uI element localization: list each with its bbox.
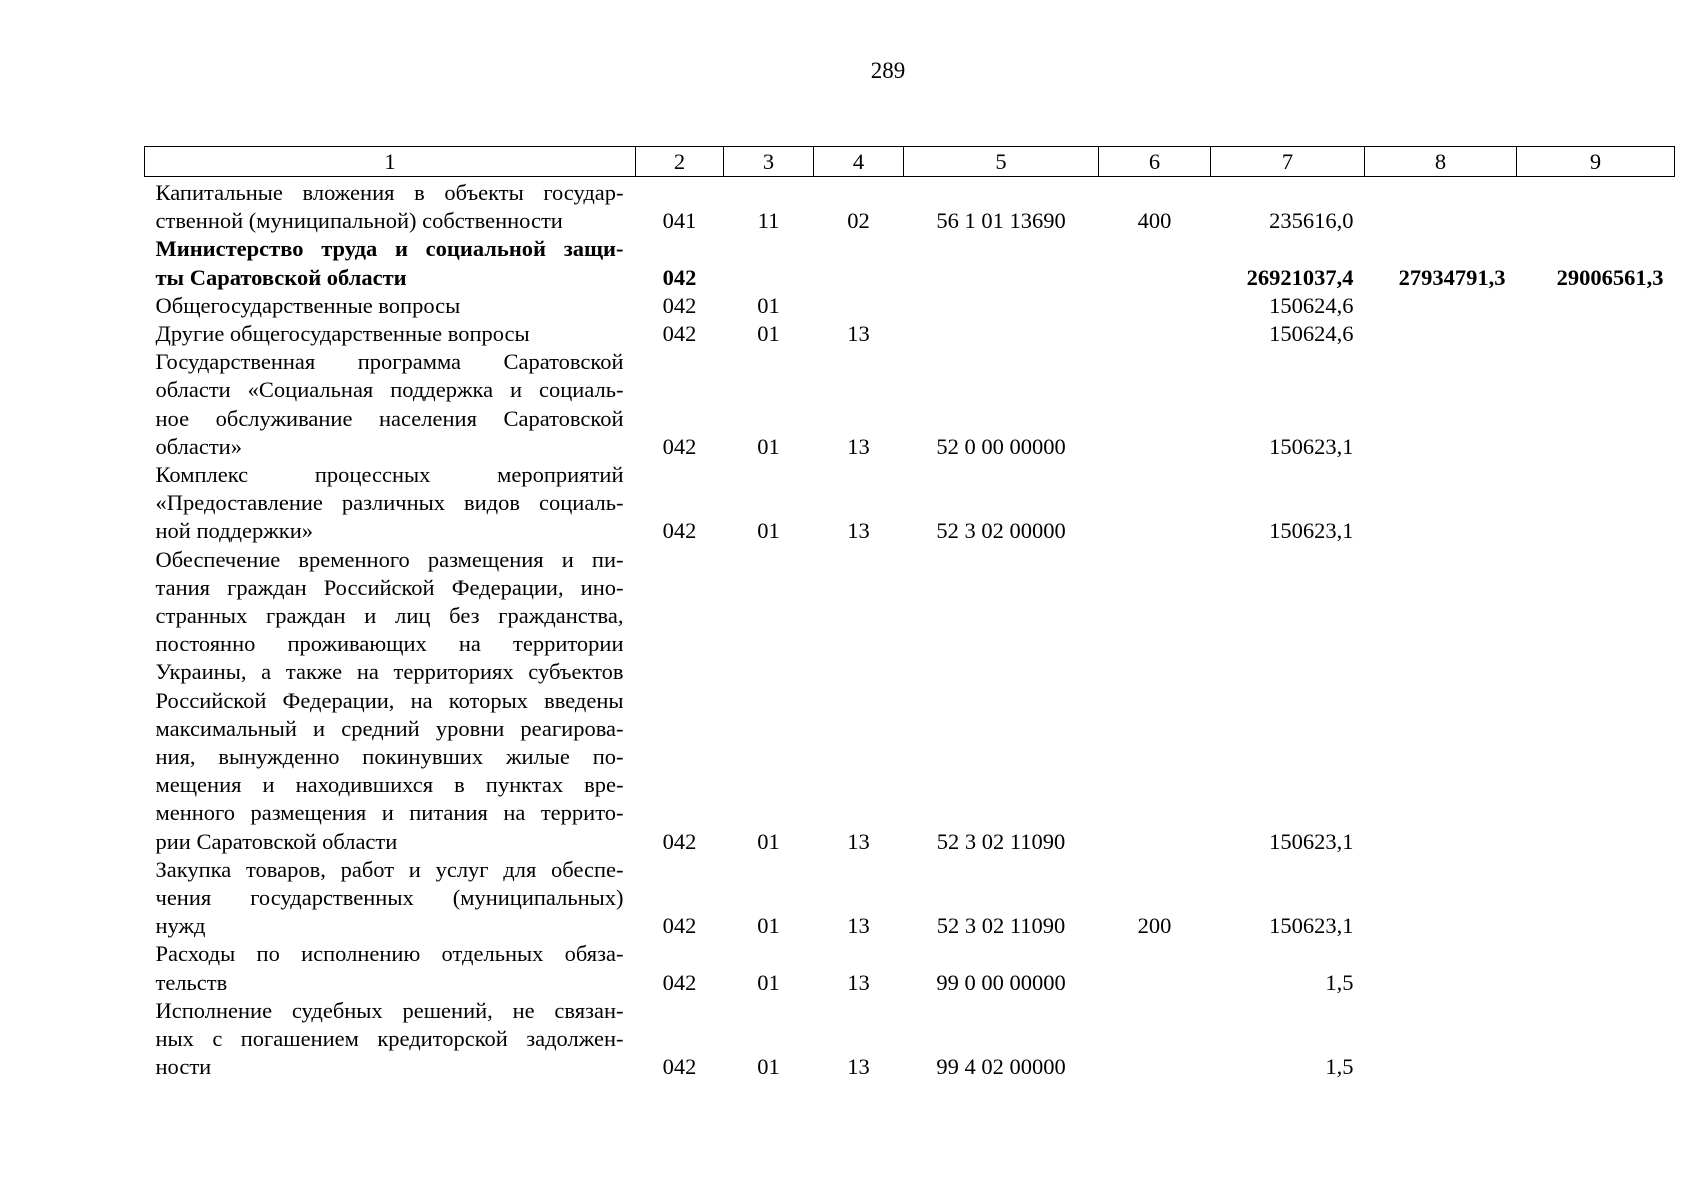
cell-section: 01: [757, 913, 780, 939]
table-row: [145, 177, 1675, 236]
column-header-8: 8: [1365, 147, 1517, 177]
cell-target-article: 99 4 02 00000: [936, 1054, 1066, 1080]
cell-amount-col7: 150624,6: [1269, 321, 1354, 347]
cell-section: 01: [757, 828, 780, 854]
cell-expense-type: [1099, 940, 1211, 996]
cell-item-name: [145, 461, 636, 546]
cell-section: 01: [757, 1054, 780, 1080]
cell-amount-col7: 150623,1: [1269, 913, 1354, 939]
item-name-line: ния, вынужденно покинувших жилые по-: [155, 744, 624, 770]
cell-target-article: 52 3 02 00000: [936, 518, 1066, 544]
cell-item-name: [145, 997, 636, 1082]
item-name-line: Капитальные вложения в объекты государ-: [155, 180, 624, 205]
cell-section: 11: [757, 208, 780, 234]
column-header-7: 7: [1211, 147, 1365, 177]
cell-amount-col9: [1517, 292, 1675, 320]
cell-ministry-code: 042: [662, 264, 697, 290]
cell-ministry-code: 042: [662, 828, 697, 854]
cell-amount-col9: [1517, 320, 1675, 348]
cell-subsection: [814, 235, 904, 291]
item-name-line: чения государственных (муниципальных): [155, 885, 624, 911]
cell-target-article: [904, 292, 1099, 320]
cell-ministry-code: 042: [662, 321, 697, 347]
cell-amount-col8: [1365, 177, 1517, 236]
cell-subsection: 13: [847, 518, 870, 544]
cell-amount-col8: [1365, 997, 1517, 1082]
cell-section: 01: [757, 518, 780, 544]
column-header-9: 9: [1517, 147, 1675, 177]
cell-expense-type: 200: [1137, 913, 1172, 939]
cell-amount-col9: 29006561,3: [1556, 264, 1664, 290]
cell-amount-col8: [1365, 856, 1517, 941]
item-name-line: Государственная программа Саратовской: [155, 349, 624, 375]
cell-item-name: [145, 940, 636, 996]
item-name-line: Расходы по исполнению отдельных обяза-: [155, 941, 624, 967]
cell-amount-col8: [1365, 461, 1517, 546]
item-name-line: ных с погашением кредиторской задолжен-: [155, 1026, 624, 1052]
item-name-line: нужд: [155, 913, 206, 939]
cell-subsection: 13: [847, 1054, 870, 1080]
cell-item-name: [145, 546, 636, 856]
table-row: [145, 320, 1675, 348]
item-name-line: странных граждан и лиц без гражданства,: [155, 603, 624, 629]
cell-item-name: [145, 320, 636, 348]
item-name-line: постоянно проживающих на территории: [155, 631, 624, 657]
cell-amount-col7: 1,5: [1325, 1054, 1354, 1080]
cell-amount-col7: 150623,1: [1269, 828, 1354, 854]
cell-amount-col7: 150624,6: [1269, 292, 1354, 318]
cell-expense-type: 400: [1137, 208, 1172, 234]
table-row: [145, 292, 1675, 320]
item-name-line: Обеспечение временного размещения и пи-: [155, 546, 624, 572]
header-row: [145, 147, 1675, 177]
cell-item-name: [145, 235, 636, 291]
cell-subsection: 13: [847, 969, 870, 995]
item-name-line: ности: [155, 1054, 212, 1080]
cell-amount-col9: [1517, 940, 1675, 996]
table-row: [145, 856, 1675, 941]
column-header-3: 3: [724, 147, 814, 177]
table-row: [145, 461, 1675, 546]
item-name-line: области»: [155, 433, 242, 459]
table-row: [145, 546, 1675, 856]
cell-item-name: [145, 856, 636, 941]
cell-expense-type: [1099, 997, 1211, 1082]
cell-amount-col8: [1365, 546, 1517, 856]
column-header-2: 2: [636, 147, 724, 177]
cell-amount-col8: [1365, 940, 1517, 996]
cell-ministry-code: 042: [662, 969, 697, 995]
cell-subsection: 13: [847, 828, 870, 854]
item-name-line: Исполнение судебных решений, не связан-: [155, 997, 624, 1023]
table-header: [145, 147, 1675, 177]
cell-amount-col7: 150623,1: [1269, 433, 1354, 459]
item-name-line: Общегосударственные вопросы: [155, 292, 461, 318]
cell-subsection: 13: [847, 321, 870, 347]
item-name-line: ты Саратовской области: [155, 264, 407, 290]
cell-item-name: [145, 292, 636, 320]
cell-amount-col7: 1,5: [1325, 969, 1354, 995]
cell-expense-type: [1099, 320, 1211, 348]
cell-section: 01: [757, 969, 780, 995]
item-name-line: рии Саратовской области: [155, 828, 398, 854]
column-header-5: 5: [904, 147, 1099, 177]
cell-expense-type: [1099, 235, 1211, 291]
table-row: [145, 235, 1675, 291]
item-name-line: менного размещения и питания на террито-: [155, 800, 624, 826]
cell-amount-col9: [1517, 177, 1675, 236]
cell-section: [724, 235, 814, 291]
cell-subsection: 13: [847, 913, 870, 939]
table-body: [145, 177, 1675, 1082]
cell-section: 01: [757, 433, 780, 459]
cell-amount-col8: 27934791,3: [1398, 264, 1506, 290]
cell-ministry-code: 042: [662, 913, 697, 939]
column-header-6: 6: [1099, 147, 1211, 177]
cell-target-article: 52 0 00 00000: [936, 433, 1066, 459]
cell-amount-col7: 235616,0: [1269, 208, 1354, 234]
cell-target-article: 99 0 00 00000: [936, 969, 1066, 995]
cell-target-article: [904, 320, 1099, 348]
cell-target-article: 52 3 02 11090: [936, 828, 1066, 854]
cell-target-article: 56 1 01 13690: [936, 208, 1066, 234]
cell-amount-col9: [1517, 348, 1675, 461]
cell-amount-col8: [1365, 320, 1517, 348]
cell-item-name: [145, 177, 636, 236]
cell-ministry-code: 042: [662, 1054, 697, 1080]
item-name-line: Другие общегосударственные вопросы: [155, 321, 530, 347]
cell-subsection: 13: [847, 433, 870, 459]
budget-table: [144, 146, 1675, 1082]
cell-subsection: 02: [847, 208, 870, 234]
column-header-1: 1: [145, 147, 636, 177]
item-name-line: ной поддержки»: [155, 518, 313, 544]
cell-target-article: 52 3 02 11090: [936, 913, 1066, 939]
cell-item-name: [145, 348, 636, 461]
table-row: [145, 997, 1675, 1082]
cell-amount-col9: [1517, 461, 1675, 546]
item-name-line: мещения и находившихся в пунктах вре-: [155, 772, 624, 798]
cell-ministry-code: 042: [662, 292, 697, 318]
item-name-line: «Предоставление различных видов социаль-: [155, 490, 624, 516]
cell-section: 01: [757, 321, 780, 347]
item-name-line: тельств: [155, 969, 228, 995]
item-name-line: ное обслуживание населения Саратовской: [155, 405, 624, 431]
item-name-line: ственной (муниципальной) собственности: [155, 208, 563, 234]
cell-expense-type: [1099, 546, 1211, 856]
item-name-line: области «Социальная поддержка и социаль-: [155, 377, 624, 403]
table-row: [145, 940, 1675, 996]
cell-amount-col9: [1517, 856, 1675, 941]
item-name-line: Украины, а также на территориях субъектов: [155, 659, 624, 685]
cell-ministry-code: 042: [662, 518, 697, 544]
cell-expense-type: [1099, 461, 1211, 546]
cell-expense-type: [1099, 292, 1211, 320]
cell-ministry-code: 042: [662, 433, 697, 459]
item-name-line: Министерство труда и социальной защи-: [155, 236, 624, 262]
cell-expense-type: [1099, 348, 1211, 461]
cell-section: 01: [757, 292, 780, 318]
page-number: 289: [870, 58, 906, 83]
cell-subsection: [814, 292, 904, 320]
cell-amount-col9: [1517, 546, 1675, 856]
cell-ministry-code: 041: [662, 208, 697, 234]
item-name-line: Комплекс процессных мероприятий: [155, 462, 624, 488]
item-name-line: Российской Федерации, на которых введены: [155, 687, 624, 713]
cell-target-article: [904, 235, 1099, 291]
cell-amount-col7: 26921037,4: [1246, 264, 1354, 290]
item-name-line: максимальный и средний уровни реагирова-: [155, 715, 624, 741]
item-name-line: тания граждан Российской Федерации, ино-: [155, 574, 624, 600]
cell-amount-col8: [1365, 348, 1517, 461]
cell-amount-col8: [1365, 292, 1517, 320]
cell-amount-col9: [1517, 997, 1675, 1082]
cell-amount-col7: 150623,1: [1269, 518, 1354, 544]
column-header-4: 4: [814, 147, 904, 177]
table-row: [145, 348, 1675, 461]
item-name-line: Закупка товаров, работ и услуг для обеспе-: [155, 856, 624, 882]
